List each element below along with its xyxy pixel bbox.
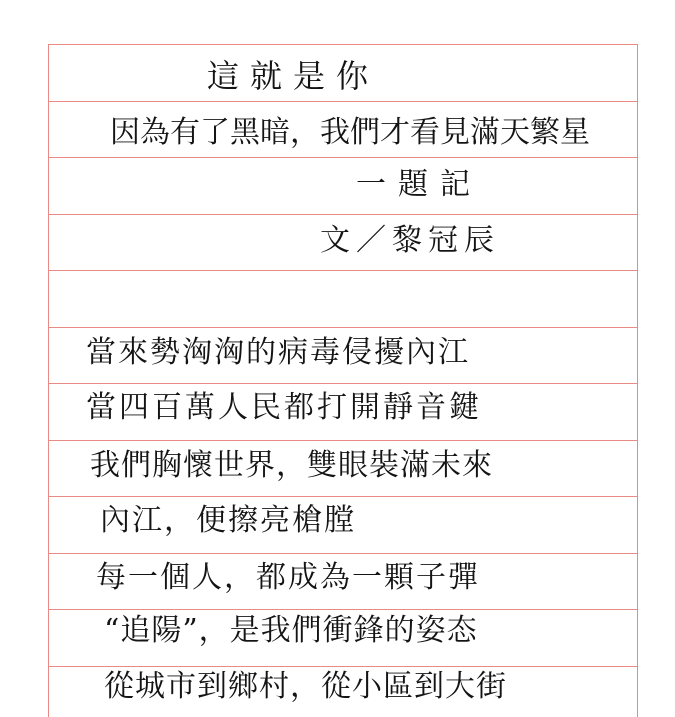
verse-line: 當四百萬人民都打開靜音鍵 [86, 390, 482, 425]
author-byline: 文／黎冠辰 [320, 223, 500, 258]
ruled-line [49, 270, 637, 271]
ruled-line [49, 440, 637, 441]
verse-line: 我們胸懷世界，雙眼裝滿未來 [90, 448, 493, 483]
ruled-line [49, 496, 637, 497]
ruled-line [49, 214, 637, 215]
verse-line: 每一個人，都成為一顆子彈 [96, 560, 480, 595]
poem-title: 這就是你 [207, 57, 380, 95]
ruled-line [49, 666, 637, 667]
ruled-line [49, 44, 637, 45]
ruled-line [49, 327, 637, 328]
ruled-line [49, 383, 637, 384]
ruled-line [49, 609, 637, 610]
epigraph-attribution: 一題記 [356, 167, 482, 202]
epigraph: 因為有了黑暗，我們才看見滿天繁星 [110, 115, 590, 150]
verse-line: 從城市到鄉村，從小區到大街 [104, 669, 507, 704]
ruled-line [49, 553, 637, 554]
verse-line: 當來勢洶洶的病毒侵擾內江 [86, 335, 470, 370]
verse-line: “追陽”，是我們衝鋒的姿态 [104, 613, 478, 648]
ruled-line [49, 101, 637, 102]
verse-line: 內江，便擦亮槍膛 [100, 503, 356, 538]
ruled-line [49, 157, 637, 158]
